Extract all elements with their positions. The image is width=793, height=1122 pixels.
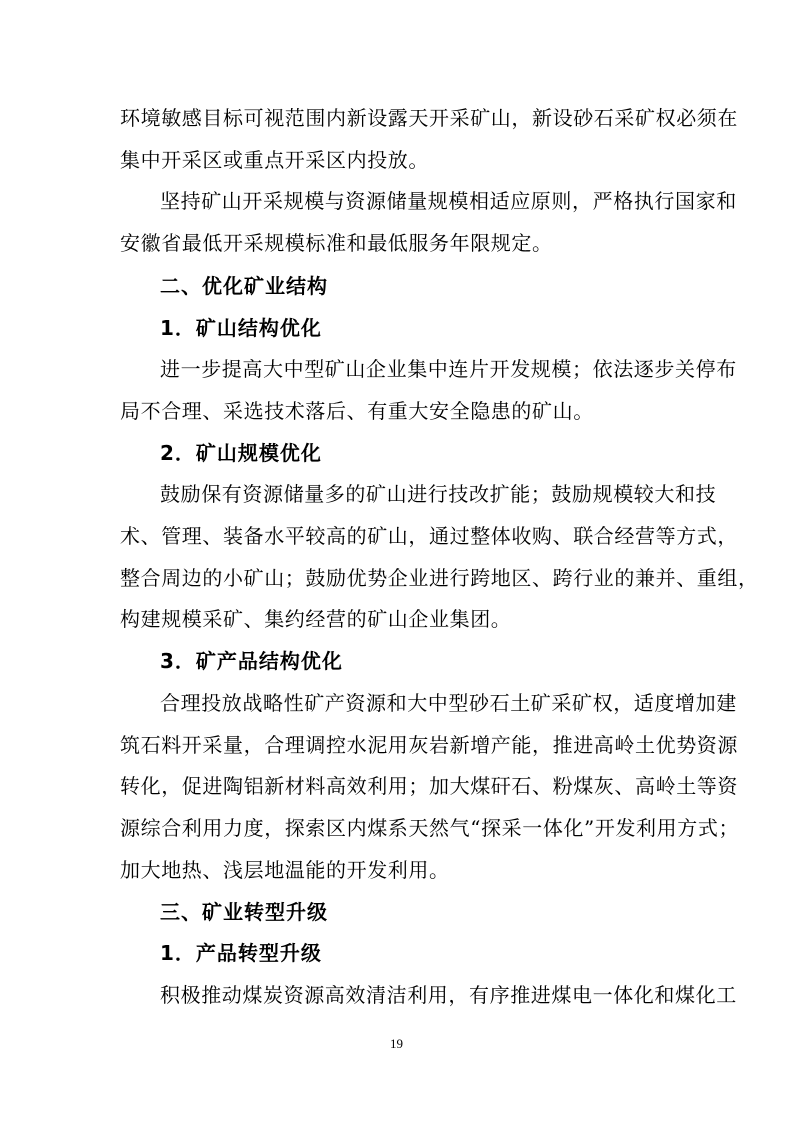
paragraph-text-line: 环境敏感目标可视范围内新设露天开采矿山，新设砂石采矿权必须在 [120,106,738,130]
subsection-heading: 2．矿山规模优化 [160,441,322,465]
paragraph-text-line: 筑石料开采量，合理调控水泥用灰岩新增产能，推进高岭土优势资源 [120,733,738,757]
section-heading: 三、矿业转型升级 [160,900,328,924]
section-heading: 二、优化矿业结构 [160,274,328,298]
paragraph-text-line: 加大地热、浅层地温能的开发利用。 [120,858,450,882]
paragraph-text-line: 积极推动煤炭资源高效清洁利用，有序推进煤电一体化和煤化工 [160,983,737,1007]
paragraph-text-line: 整合周边的小矿山；鼓励优势企业进行跨地区、跨行业的兼并、重组， [120,566,759,590]
paragraph-text-line: 源综合利用力度，探索区内煤系天然气“探采一体化”开发利用方式； [120,816,740,840]
paragraph-text-line: 术、管理、装备水平较高的矿山，通过整体收购、联合经营等方式， [120,524,738,548]
paragraph-text-line: 转化，促进陶铝新材料高效利用；加大煤矸石、粉煤灰、高岭土等资 [120,774,738,798]
paragraph-text-line: 合理投放战略性矿产资源和大中型砂石土矿采矿权，适度增加建 [160,691,737,715]
paragraph-text-line: 坚持矿山开采规模与资源储量规模相适应原则，严格执行国家和 [160,189,737,213]
paragraph-text-line: 鼓励保有资源储量多的矿山进行技改扩能；鼓励规模较大和技 [160,482,717,506]
paragraph-text-line: 构建规模采矿、集约经营的矿山企业集团。 [120,607,512,631]
subsection-heading: 3．矿产品结构优化 [160,649,343,673]
paragraph-text-line: 进一步提高大中型矿山企业集中连片开发规模；依法逐步关停布 [160,357,737,381]
paragraph-text-line: 局不合理、采选技术落后、有重大安全隐患的矿山。 [120,399,594,423]
subsection-heading: 1．矿山结构优化 [160,316,322,340]
subsection-heading: 1．产品转型升级 [160,941,322,965]
page-number: 19 [390,1036,403,1051]
paragraph-text-line: 集中开采区或重点开采区内投放。 [120,148,429,172]
paragraph-text-line: 安徽省最低开采规模标准和最低服务年限规定。 [120,231,553,255]
